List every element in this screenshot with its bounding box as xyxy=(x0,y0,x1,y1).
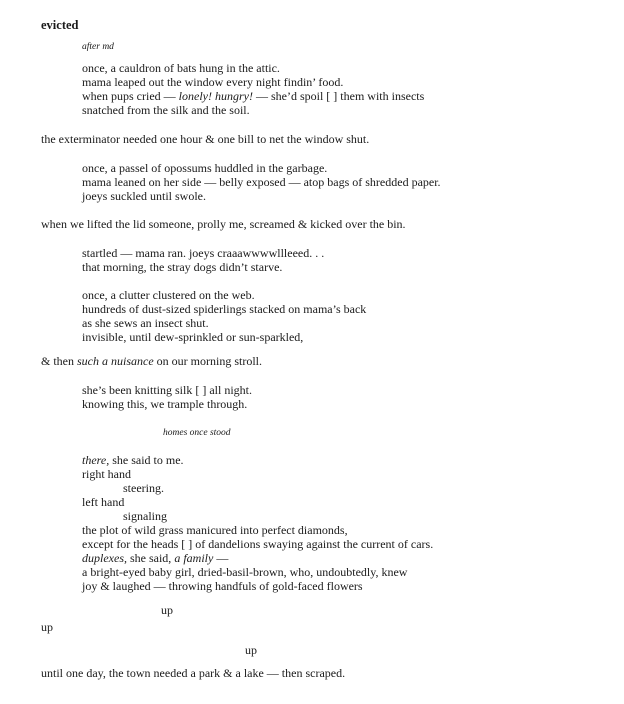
poem-line: joeys suckled until swole. xyxy=(82,189,206,203)
line-text: she said, xyxy=(126,551,175,565)
poem-line: a bright-eyed baby girl, dried-basil-brown, who, undoubtedly, knew xyxy=(82,565,408,579)
poem-line: the plot of wild grass manicured into perfect diamonds, xyxy=(82,523,348,537)
line-italic-text: such a nuisance xyxy=(77,354,154,368)
poem-line: snatched from the silk and the soil. xyxy=(82,103,250,117)
poem-line: mama leaned on her side — belly exposed — atop bags of shredded paper. xyxy=(82,175,441,189)
poem-line: signaling xyxy=(123,509,167,523)
line-text: when pups cried — xyxy=(82,89,179,103)
poem-line: except for the heads [ ] of dandelions swaying against the current of cars. xyxy=(82,537,434,551)
refrain-line: when we lifted the lid someone, prolly me, screamed & kicked over the bin. xyxy=(41,217,406,231)
poem-word-up: up xyxy=(41,620,53,634)
poem-line: steering. xyxy=(123,481,164,495)
poem-line: once, a cauldron of bats hung in the attic. xyxy=(82,61,280,75)
poem-line: mama leaped out the window every night findin’ food. xyxy=(82,75,344,89)
line-text: — xyxy=(213,551,229,565)
poem-line: once, a clutter clustered on the web. xyxy=(82,288,255,302)
line-italic-text: lonely! hungry! xyxy=(178,89,253,103)
poem-line: right hand xyxy=(82,467,131,481)
poem-word-up: up xyxy=(161,603,173,617)
poem-line: knowing this, we trample through. xyxy=(82,397,248,411)
poem-line: once, a passel of opossums huddled in the garbage. xyxy=(82,161,328,175)
poem-line: startled — mama ran. joeys craaawwwwllleeed. . . xyxy=(82,246,325,260)
poem-line xyxy=(82,551,228,565)
poem-line: as she sews an insect shut. xyxy=(82,316,209,330)
poem-line: invisible, until dew-sprinkled or sun-sparkled, xyxy=(82,330,304,344)
poem-line: left hand xyxy=(82,495,125,509)
line-italic-text: duplexes, xyxy=(82,551,127,565)
poem-word-up: up xyxy=(245,643,257,657)
poem-line xyxy=(82,453,184,467)
line-text: & then xyxy=(41,354,77,368)
line-text: on our morning stroll. xyxy=(153,354,262,368)
line-italic-text: a family xyxy=(174,551,214,565)
line-text: — she’d spoil [ ] them with insects xyxy=(252,89,425,103)
final-line: until one day, the town needed a park & a lake — then scraped. xyxy=(41,666,346,680)
poem-line: she’s been knitting silk [ ] all night. xyxy=(82,383,252,397)
poem-title: evicted xyxy=(41,18,79,32)
poem-line: joy & laughed — throwing handfuls of gold-faced flowers xyxy=(82,579,363,593)
poem-line: hundreds of dust-sized spiderlings stacked on mama’s back xyxy=(82,302,367,316)
line-italic-text: there, xyxy=(82,453,110,467)
section-heading: homes once stood xyxy=(163,428,231,438)
line-text: she said to me. xyxy=(109,453,184,467)
poem-line xyxy=(82,89,424,103)
poem-line: that morning, the stray dogs didn’t starve. xyxy=(82,260,283,274)
epigraph: after md xyxy=(82,42,114,52)
refrain-line xyxy=(41,354,262,368)
refrain-line: the exterminator needed one hour & one bill to net the window shut. xyxy=(41,132,370,146)
